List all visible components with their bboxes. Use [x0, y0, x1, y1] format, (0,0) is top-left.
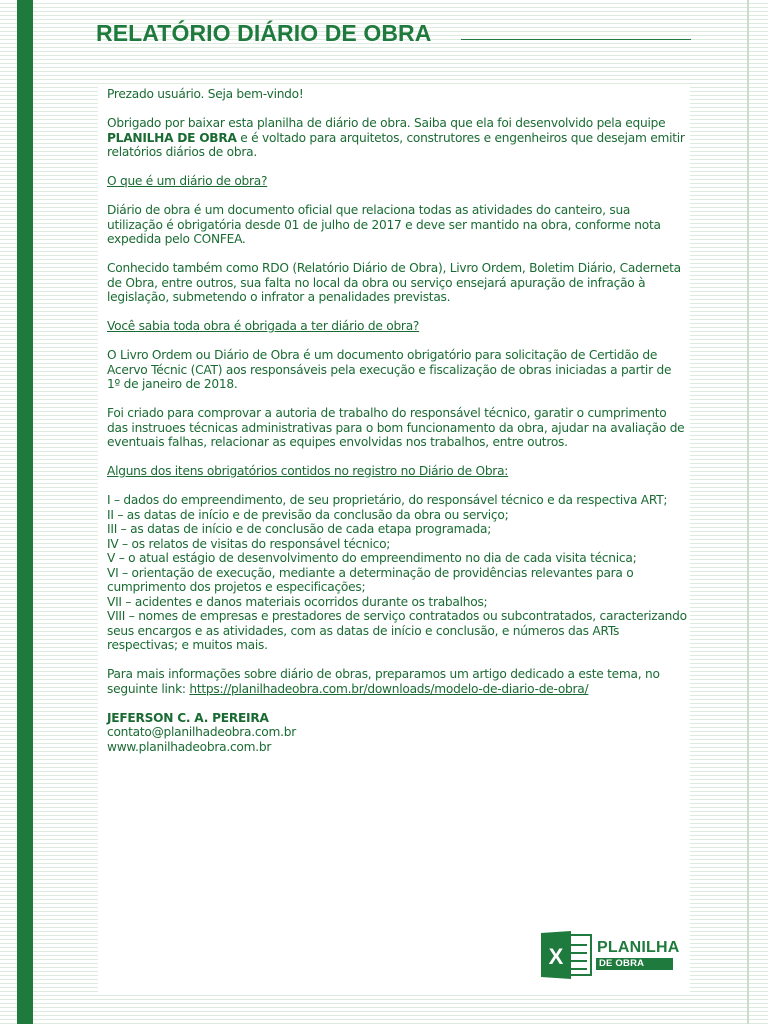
list-item: V – o atual estágio de desenvolvimento do empreendimento no dia de cada visita técnica;: [107, 551, 637, 565]
required-items-list: [107, 493, 687, 653]
signature-block: [107, 711, 687, 755]
intro-text-before: Obrigado por baixar esta planilha de diário de obra. Saiba que ela foi desenvolvido pela equipe: [107, 116, 666, 130]
list-item: VIII – nomes de empresas e prestadores de serviço contratados ou subcontratados, caracterizando seus encargos e as atividades, com as datas de início e conclusão, e números das ARTs respectivas; e muitos mais.: [107, 609, 687, 652]
list-item: IV – os relatos de visitas do responsável técnico;: [107, 536, 391, 551]
paragraph-purpose: Foi criado para comprovar a autoria de trabalho do responsável técnico, garatir o cumprimento das instruoes técnicas administrativas para o bom funcionamento da obra, ajudar na avaliação de eventuais falhas, relacionar as equipes envolvidas nos trabalhos, entre outros.: [107, 406, 685, 449]
list-item: III – as datas de início e de conclusão de cada etapa programada;: [107, 522, 492, 536]
paragraph-livro-ordem: O Livro Ordem ou Diário de Obra é um documento obrigatório para solicitação de Certidão de Acervo Técnic (CAT) aos responsáveis pela execução e fiscalização de obras iniciadas a partir de 1º de janeiro de 2018.: [107, 348, 672, 391]
website-url[interactable]: www.planilhadeobra.com.br: [107, 739, 272, 754]
logo-subtitle: DE OBRA: [596, 958, 673, 970]
intro-paragraph: [107, 116, 687, 160]
planilha-de-obra-logo: [541, 931, 680, 979]
brand-name: PLANILHA DE OBRA: [107, 130, 237, 145]
list-item: I – dados do empreendimento, de seu proprietário, do responsável técnico e da respectiva ART;: [107, 493, 668, 507]
page-title: RELATÓRIO DIÁRIO DE OBRA: [96, 20, 432, 46]
heading-what-is: O que é um diário de obra?: [107, 174, 268, 188]
right-edge-line: [747, 0, 749, 1024]
document-body: [107, 87, 687, 754]
list-item: VII – acidentes e danos materiais ocorridos durante os trabalhos;: [107, 594, 488, 609]
logo-word: PLANILHA: [597, 939, 680, 956]
spreadsheet-x-icon: [541, 931, 593, 979]
contact-email[interactable]: contato@planilhadeobra.com.br: [107, 725, 297, 739]
list-item: VI – orientação de execução, mediante a determinação de providências relevantes para o cumprimento dos projetos e especificações;: [107, 565, 634, 594]
author-name: JEFERSON C. A. PEREIRA: [107, 710, 269, 725]
paragraph-also-known: Conhecido também como RDO (Relatório Diário de Obra), Livro Ordem, Boletim Diário, Caderneta de Obra, entre outros, sua falta no local da obra ou serviço ensejará apuração de infração à legislação, submetendo o infrator a penalidades previstas.: [107, 261, 681, 304]
more-info-paragraph: [107, 667, 687, 696]
more-info-text: Para mais informações sobre diário de obras, preparamos um artigo dedicado a este tema, no seguinte link:: [107, 667, 660, 696]
intro-text-after: e é voltado para arquitetos, construtores e engenheiros que desejam emitir relatórios diários de obra.: [107, 130, 685, 159]
heading-required-items: Alguns dos itens obrigatórios contidos no registro no Diário de Obra:: [107, 464, 509, 478]
title-rule: [461, 39, 691, 40]
greeting: Prezado usuário. Seja bem-vindo!: [107, 87, 304, 101]
left-accent-bar: [17, 0, 33, 1024]
heading-obligation: Você sabia toda obra é obrigada a ter diário de obra?: [107, 319, 420, 333]
paragraph-definition: Diário de obra é um documento oficial que relaciona todas as atividades do canteiro, sua utilização é obrigatória desde 01 de julho de 2017 e deve ser mantido na obra, conforme nota expedida pelo CONFEA.: [107, 203, 661, 246]
list-item: II – as datas de início e de previsão da conclusão da obra ou serviço;: [107, 507, 509, 522]
article-link[interactable]: https://planilhadeobra.com.br/downloads/modelo-de-diario-de-obra/: [189, 681, 589, 696]
logo-mark: X: [548, 944, 564, 969]
